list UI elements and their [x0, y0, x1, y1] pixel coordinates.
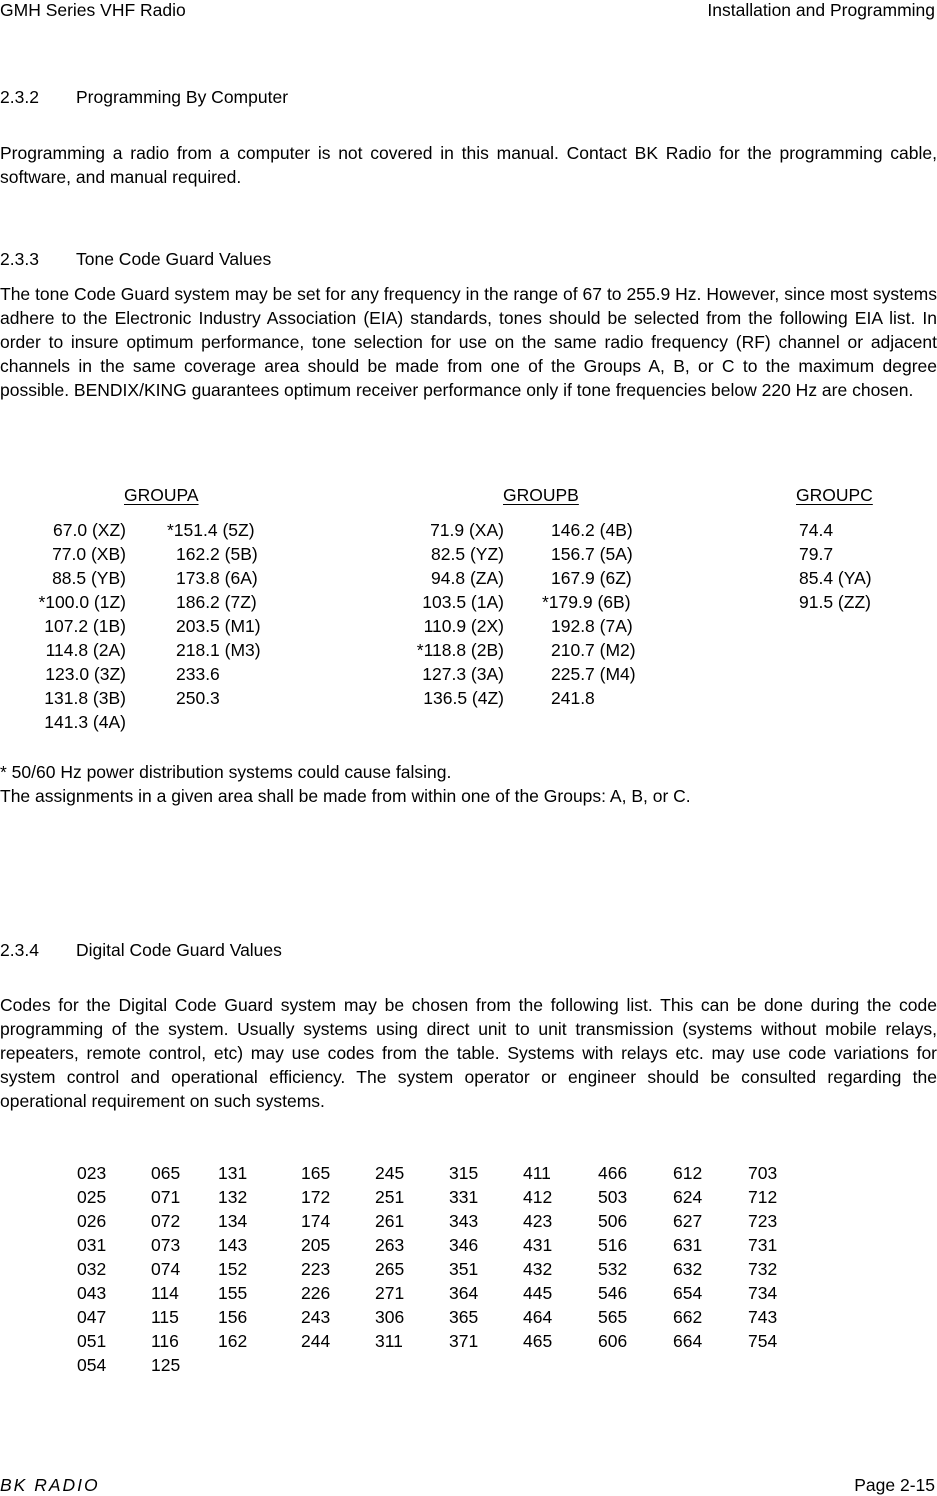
code-value: 351	[449, 1259, 479, 1279]
group-b-column-2	[542, 518, 636, 710]
paragraph-digital-code-guard: Codes for the Digital Code Guard system may be chosen from the following list. This can be done during the code programming of the system. Usually systems using direct unit to unit transmission (systems without mobile relays, repeaters, remote control, etc) may use codes from the table. Systems with relays etc. may use code variations for system control and operational efficiency. The system operator or engineer should be consulted regarding the operational requirement on such systems.	[0, 995, 937, 1111]
code-value: 703	[748, 1163, 778, 1183]
tone-value: 218.1 (M3)	[176, 640, 261, 660]
tone-value: 136.5 (4Z)	[423, 688, 504, 708]
code-value: 143	[218, 1235, 248, 1255]
code-value: 743	[748, 1307, 778, 1327]
paragraph-programming: Programming a radio from a computer is not covered in this manual. Contact BK Radio for the programming cable, software, and manual required.	[0, 143, 937, 187]
code-value: 071	[151, 1187, 181, 1207]
footnote-falsing: * 50/60 Hz power distribution systems could cause falsing.	[0, 762, 452, 782]
code-value: 223	[301, 1259, 331, 1279]
code-value: 632	[673, 1259, 703, 1279]
tone-value: 241.8	[551, 688, 595, 708]
code-value: 371	[449, 1331, 479, 1351]
code-value: 346	[449, 1235, 479, 1255]
code-value: 732	[748, 1259, 778, 1279]
code-value: 072	[151, 1211, 181, 1231]
code-value: 243	[301, 1307, 331, 1327]
tone-value: 77.0 (XB)	[52, 544, 126, 564]
code-value: 445	[523, 1283, 553, 1303]
tone-value: 225.7 (M4)	[551, 664, 636, 684]
code-value: 261	[375, 1211, 405, 1231]
tone-value: 110.9 (2X)	[423, 616, 504, 636]
code-value: 156	[218, 1307, 248, 1327]
code-value: 125	[151, 1355, 181, 1375]
code-value: 754	[748, 1331, 778, 1351]
group-b-title: GROUPB	[503, 485, 579, 505]
tone-value: 82.5 (YZ)	[431, 544, 504, 564]
code-value: 023	[77, 1163, 107, 1183]
code-value: 031	[77, 1235, 107, 1255]
code-value: 466	[598, 1163, 628, 1183]
code-value: 271	[375, 1283, 405, 1303]
code-value: 365	[449, 1307, 479, 1327]
section-number: 2.3.4	[0, 940, 39, 960]
section-number: 2.3.2	[0, 87, 39, 107]
code-value: 251	[375, 1187, 405, 1207]
tone-value: 67.0 (XZ)	[53, 520, 126, 540]
code-column-7	[523, 1161, 552, 1353]
tone-value: 74.4	[799, 520, 834, 540]
code-value: 662	[673, 1307, 703, 1327]
code-value: 032	[77, 1259, 107, 1279]
footer-right: Page 2-15	[854, 1475, 935, 1495]
tone-value: 103.5 (1A)	[422, 592, 504, 612]
code-value: 263	[375, 1235, 405, 1255]
section-heading-2-3-4	[0, 940, 282, 961]
section-title: Digital Code Guard Values	[76, 940, 282, 960]
code-value: 565	[598, 1307, 628, 1327]
code-value: 116	[151, 1331, 179, 1351]
code-value: 606	[598, 1331, 628, 1351]
code-value: 131	[218, 1163, 248, 1183]
code-value: 712	[748, 1187, 778, 1207]
code-value: 047	[77, 1307, 107, 1327]
code-column-6	[449, 1161, 478, 1353]
code-value: 265	[375, 1259, 405, 1279]
tone-value: 162.2 (5B)	[176, 544, 258, 564]
code-value: 306	[375, 1307, 405, 1327]
code-column-8	[598, 1161, 627, 1353]
code-value: 731	[748, 1235, 778, 1255]
tone-value: 91.5 (ZZ)	[799, 592, 871, 612]
tone-value: 127.3 (3A)	[422, 664, 504, 684]
code-value: 432	[523, 1259, 553, 1279]
code-value: 627	[673, 1211, 703, 1231]
code-value: 134	[218, 1211, 248, 1231]
section-heading-2-3-3	[0, 249, 271, 270]
code-value: 311	[375, 1331, 403, 1351]
code-value: 631	[673, 1235, 703, 1255]
section-number: 2.3.3	[0, 249, 39, 269]
code-column-5	[375, 1161, 404, 1353]
tone-value: 203.5 (M1)	[176, 616, 261, 636]
code-value: 245	[375, 1163, 405, 1183]
code-value: 205	[301, 1235, 331, 1255]
code-column-10	[748, 1161, 777, 1353]
code-value: 464	[523, 1307, 553, 1327]
code-value: 155	[218, 1283, 248, 1303]
code-value: 026	[77, 1211, 107, 1231]
code-value: 412	[523, 1187, 553, 1207]
tone-value: 131.8 (3B)	[44, 688, 126, 708]
section-heading-2-3-2	[0, 87, 288, 108]
code-value: 172	[301, 1187, 331, 1207]
code-value: 114	[151, 1283, 179, 1303]
tone-value: *100.0 (1Z)	[38, 592, 126, 612]
code-value: 431	[523, 1235, 553, 1255]
code-value: 343	[449, 1211, 479, 1231]
tone-value: 210.7 (M2)	[551, 640, 636, 660]
section-title: Tone Code Guard Values	[76, 249, 272, 269]
code-value: 152	[218, 1259, 248, 1279]
code-value: 165	[301, 1163, 331, 1183]
code-value: 074	[151, 1259, 181, 1279]
tone-value: 123.0 (3Z)	[45, 664, 126, 684]
code-value: 043	[77, 1283, 107, 1303]
code-column-4	[301, 1161, 330, 1353]
tone-value: 107.2 (1B)	[44, 616, 126, 636]
code-value: 423	[523, 1211, 553, 1231]
tone-value: 167.9 (6Z)	[551, 568, 632, 588]
code-column-2	[151, 1161, 180, 1377]
code-value: 162	[218, 1331, 248, 1351]
tone-value: *179.9 (6B)	[542, 592, 631, 612]
tone-value: 85.4 (YA)	[799, 568, 872, 588]
code-value: 465	[523, 1331, 553, 1351]
code-value: 612	[673, 1163, 703, 1183]
tone-value: 250.3	[176, 688, 220, 708]
group-a-column-1	[0, 518, 126, 734]
code-value: 073	[151, 1235, 181, 1255]
code-value: 065	[151, 1163, 181, 1183]
tone-value: 114.8 (2A)	[45, 640, 126, 660]
code-value: 244	[301, 1331, 331, 1351]
code-value: 115	[151, 1307, 179, 1327]
note-assignments: The assignments in a given area shall be made from within one of the Groups: A, B, or C.	[0, 786, 691, 806]
code-value: 546	[598, 1283, 628, 1303]
tone-value: *151.4 (5Z)	[167, 520, 255, 540]
code-value: 516	[598, 1235, 628, 1255]
code-value: 054	[77, 1355, 107, 1375]
header-right: Installation and Programming	[707, 0, 935, 20]
code-value: 226	[301, 1283, 331, 1303]
tone-value: 173.8 (6A)	[176, 568, 258, 588]
code-column-9	[673, 1161, 702, 1353]
code-value: 132	[218, 1187, 248, 1207]
tone-value: 94.8 (ZA)	[431, 568, 504, 588]
tone-value: 146.2 (4B)	[551, 520, 633, 540]
group-c-title: GROUPC	[796, 485, 873, 505]
section-title: Programming By Computer	[76, 87, 289, 107]
code-value: 723	[748, 1211, 778, 1231]
code-column-1	[77, 1161, 106, 1377]
code-value: 624	[673, 1187, 703, 1207]
code-value: 051	[77, 1331, 107, 1351]
tone-value: 156.7 (5A)	[551, 544, 633, 564]
tone-value: 88.5 (YB)	[52, 568, 126, 588]
tone-value: *118.8 (2B)	[416, 640, 504, 660]
group-c-column-1	[799, 518, 872, 614]
code-value: 331	[449, 1187, 479, 1207]
tone-value: 192.8 (7A)	[551, 616, 633, 636]
code-value: 734	[748, 1283, 778, 1303]
code-column-3	[218, 1161, 247, 1353]
group-b-column-1	[380, 518, 504, 710]
code-value: 174	[301, 1211, 331, 1231]
code-value: 411	[523, 1163, 551, 1183]
group-a-title: GROUPA	[124, 485, 199, 505]
code-value: 506	[598, 1211, 628, 1231]
code-value: 364	[449, 1283, 479, 1303]
code-value: 654	[673, 1283, 703, 1303]
tone-value: 141.3 (4A)	[44, 712, 126, 732]
code-value: 025	[77, 1187, 107, 1207]
group-a-column-2	[167, 518, 261, 710]
footer-left: BK RADIO	[0, 1475, 100, 1495]
tone-value: 233.6	[176, 664, 220, 684]
code-value: 664	[673, 1331, 703, 1351]
header-left: GMH Series VHF Radio	[0, 0, 186, 20]
tone-value: 186.2 (7Z)	[176, 592, 257, 612]
paragraph-tone-code-guard: The tone Code Guard system may be set for any frequency in the range of 67 to 255.9 Hz. However, since most systems adhere to the Electronic Industry Association (EIA) standards, tones should be selected from the following EIA list. In order to insure optimum performance, tone selection for use on the same radio frequency (RF) channel or adjacent channels in the same coverage area should be made from one of the Groups A, B, or C to the maximum degree possible. BENDIX/KING guarantees optimum receiver performance only if tone frequencies below 220 Hz are chosen.	[0, 284, 937, 400]
tone-value: 71.9 (XA)	[430, 520, 504, 540]
code-value: 532	[598, 1259, 628, 1279]
code-value: 503	[598, 1187, 628, 1207]
code-value: 315	[449, 1163, 479, 1183]
tone-value: 79.7	[799, 544, 834, 564]
